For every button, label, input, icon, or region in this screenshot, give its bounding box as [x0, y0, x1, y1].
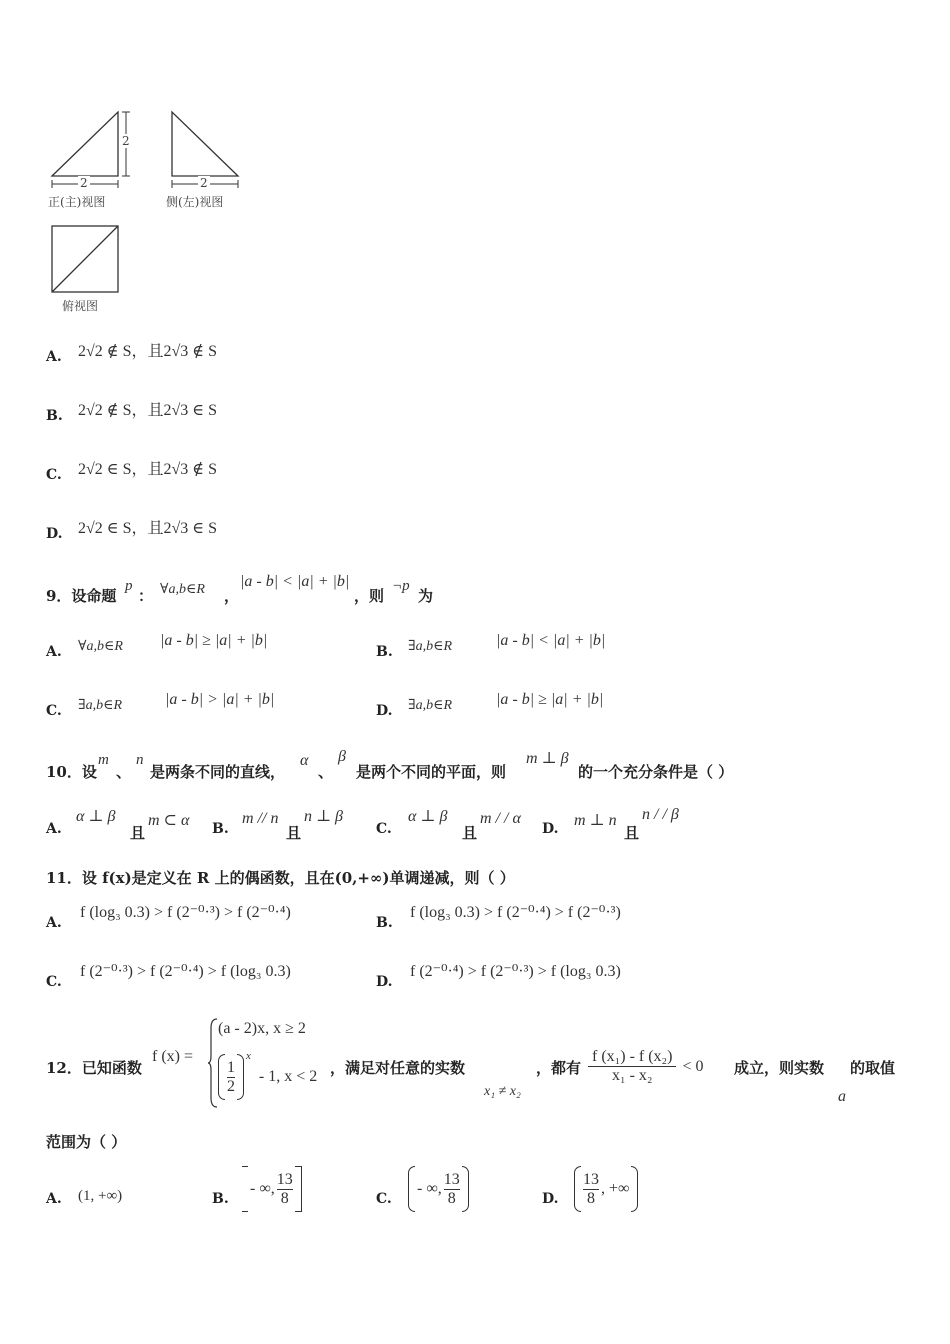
q9-colon: ： — [138, 587, 154, 605]
q10-option-a-first: α ⊥ β — [76, 808, 116, 825]
q9-p: p — [125, 578, 133, 594]
q12-stem-a: 12．已知函数 — [46, 1059, 142, 1077]
q9-option-c-quant: ∃a,b∈R — [78, 698, 123, 713]
q9-comma: ， — [224, 587, 240, 605]
q11-option-b-label[interactable]: B. — [376, 915, 393, 931]
q10-option-a-conj: 且 — [130, 824, 146, 842]
q10-option-b-label[interactable]: B. — [212, 821, 229, 837]
front-height-dim: 2 — [122, 134, 130, 148]
q10-beta: β — [338, 748, 346, 765]
q11-option-a-expr: f (log₃ 0.3) > f (2⁻⁰·³) > f (2⁻⁰·⁴) — [80, 904, 291, 921]
q11-option-d-expr: f (2⁻⁰·⁴) > f (2⁻⁰·³) > f (log₃ 0.3) — [410, 963, 621, 980]
q8-option-b-text: 2√2 ∉ S，且2√3 ∈ S — [78, 402, 218, 419]
q12-option-b-label[interactable]: B. — [212, 1191, 229, 1207]
q9-option-a-quant: ∀a,b∈R — [78, 639, 123, 654]
q12-piece-2-lparen — [218, 1054, 225, 1100]
q10-option-c-label[interactable]: C. — [376, 821, 392, 837]
q12-piece-1: (a - 2)x, x ≥ 2 — [218, 1020, 306, 1037]
q12-option-d-rparen — [631, 1166, 638, 1212]
q12-stem-b: ，满足对任意的实数 — [330, 1059, 466, 1077]
q10-option-d-second: n / / β — [642, 806, 679, 823]
q10-stem-b: 是两条不同的直线， — [150, 763, 286, 781]
q12-option-c-label[interactable]: C. — [376, 1191, 392, 1207]
q12-option-b-fraction — [277, 1171, 293, 1208]
q9-option-c-label[interactable]: C. — [46, 703, 62, 719]
q11-stem: 11．设 f(x)是定义在 R 上的偶函数，且在(0,+∞)单调递减，则（ ） — [46, 869, 515, 887]
q9-option-d-label[interactable]: D. — [376, 703, 393, 719]
q9-option-d-quant: ∃a,b∈R — [408, 698, 453, 713]
front-width-dim: 2 — [80, 176, 88, 190]
q12-option-d-label[interactable]: D. — [542, 1191, 559, 1207]
q12-stem-e: 的取值 — [850, 1059, 896, 1077]
q10-sep-2: 、 — [318, 763, 334, 781]
q12-piece-2-exp: x — [246, 1050, 251, 1062]
q12-condition-den: x₁ - x₂ — [611, 1067, 653, 1084]
q8-option-a-text: 2√2 ∉ S，且2√3 ∉ S — [78, 343, 218, 360]
q8-option-a-label[interactable]: A. — [46, 349, 62, 365]
q9-stem-a: 9．设命题 — [46, 587, 117, 605]
q8-option-c-text: 2√2 ∈ S，且2√3 ∉ S — [78, 461, 218, 478]
q12-option-b-rbracket — [295, 1166, 302, 1212]
q10-stem-a: 10．设 — [46, 763, 97, 781]
side-view-caption: 侧(左)视图 — [166, 195, 224, 209]
top-view-caption: 俯视图 — [62, 299, 99, 313]
q10-alpha: α — [300, 752, 309, 769]
q12-condition-lt0: < 0 — [682, 1057, 704, 1075]
q8-option-d-label[interactable]: D. — [46, 526, 63, 542]
q12-option-c-lparen — [408, 1166, 415, 1212]
q10-m: m — [98, 752, 109, 768]
q9-option-b-quant: ∃a,b∈R — [408, 639, 453, 654]
q10-option-d-first: m ⊥ n — [574, 812, 617, 829]
q8-option-b-label[interactable]: B. — [46, 408, 63, 424]
q10-stem-d: 的一个充分条件是（ ） — [578, 763, 734, 781]
q9-option-d-ineq: |a - b| ≥ |a| + |b| — [496, 691, 604, 708]
q12-option-b-value — [242, 1166, 302, 1212]
q11-option-c-label[interactable]: C. — [46, 974, 62, 990]
q12-option-a-value — [78, 1188, 122, 1205]
q10-option-b-first: m // n — [242, 810, 279, 827]
q12-option-c-rparen — [462, 1166, 469, 1212]
q12-option-d-den: 8 — [587, 1189, 595, 1207]
q10-cond: m ⊥ β — [526, 750, 569, 767]
q12-option-c-fraction — [444, 1171, 460, 1208]
side-width-dim: 2 — [200, 176, 208, 190]
q12-option-d-value — [574, 1166, 638, 1212]
q10-option-c-first: α ⊥ β — [408, 808, 448, 825]
q8-option-c-label[interactable]: C. — [46, 467, 62, 483]
q12-option-c-num: 13 — [443, 1170, 460, 1188]
q12-option-d-inner: , +∞ — [601, 1180, 630, 1197]
q12-option-b-den: 8 — [280, 1189, 289, 1207]
q12-x1x2: x₁ ≠ x₂ — [484, 1084, 521, 1099]
q10-option-d-conj: 且 — [624, 824, 640, 842]
q11-option-b-expr: f (log₃ 0.3) > f (2⁻⁰·⁴) > f (2⁻⁰·³) — [410, 904, 621, 921]
q9-end: 为 — [418, 587, 434, 605]
q12-piecewise-brace — [208, 1018, 218, 1108]
q12-piece-2 — [218, 1050, 318, 1100]
q12-piece-2-rparen — [237, 1054, 244, 1100]
q12-fx: f (x) = — [152, 1048, 194, 1065]
q10-option-c-second: m / / α — [480, 810, 521, 827]
q12-option-d-lparen — [574, 1166, 581, 1212]
q12-condition-fraction — [588, 1048, 676, 1085]
q9-option-b-label[interactable]: B. — [376, 644, 393, 660]
q12-option-a-label[interactable]: A. — [46, 1191, 62, 1207]
q12-condition-num: f (x₁) - f (x₂) — [588, 1048, 676, 1067]
q12-option-d-num: 13 — [583, 1170, 599, 1188]
q10-n: n — [136, 752, 144, 768]
q12-piece-2-rest: - 1, x < 2 — [258, 1068, 318, 1085]
q8-option-d-text: 2√2 ∈ S，且2√3 ∈ S — [78, 520, 218, 537]
q9-option-b-ineq: |a - b| < |a| + |b| — [496, 632, 606, 649]
q12-option-a-inner: 1, +∞ — [83, 1188, 118, 1204]
q12-option-c-value — [408, 1166, 469, 1212]
q12-piece-2-num: 1 — [227, 1058, 235, 1076]
q9-forall: ∀a,b∈R — [160, 582, 205, 597]
q10-option-b-second: n ⊥ β — [304, 808, 344, 825]
front-view-caption: 正(主)视图 — [48, 195, 106, 209]
q12-option-c-inner: - ∞, — [417, 1180, 442, 1197]
q9-option-a-label[interactable]: A. — [46, 644, 62, 660]
q12-piece-2-den: 2 — [227, 1077, 235, 1095]
top-view-drawing — [50, 224, 122, 296]
q9-then: ，则 — [354, 587, 385, 605]
q12-option-d-fraction — [583, 1171, 599, 1208]
q10-sep-1: 、 — [116, 763, 132, 781]
q12-option-a-left: ( — [78, 1188, 83, 1204]
q12-stem-c: ，都有 — [536, 1059, 582, 1077]
q10-option-a-second: m ⊂ α — [148, 812, 190, 829]
q12-condition — [588, 1048, 703, 1085]
q12-stem-d: 成立，则实数 — [734, 1059, 825, 1077]
q10-option-d-label[interactable]: D. — [542, 821, 559, 837]
q12-stem-f: 范围为（ ） — [46, 1133, 127, 1151]
q9-option-c-ineq: |a - b| > |a| + |b| — [165, 691, 275, 708]
q12-a: a — [838, 1088, 846, 1105]
q12-option-b-inner: - ∞, — [250, 1180, 275, 1197]
q9-ineq: |a - b| < |a| + |b| — [240, 573, 350, 590]
q10-option-c-conj: 且 — [462, 824, 478, 842]
q12-option-c-den: 8 — [447, 1189, 456, 1207]
q10-stem-c: 是两个不同的平面，则 — [356, 763, 507, 781]
q12-option-b-lparen — [242, 1166, 248, 1212]
q12-option-a-right: ) — [117, 1188, 123, 1204]
q11-option-a-label[interactable]: A. — [46, 915, 62, 931]
q11-option-d-label[interactable]: D. — [376, 974, 393, 990]
q9-notp: ¬p — [392, 578, 410, 594]
q11-option-c-expr: f (2⁻⁰·³) > f (2⁻⁰·⁴) > f (log₃ 0.3) — [80, 963, 291, 980]
q10-option-a-label[interactable]: A. — [46, 821, 62, 837]
q12-piece-2-fraction — [227, 1059, 235, 1096]
q10-option-b-conj: 且 — [286, 824, 302, 842]
q12-option-b-num: 13 — [276, 1170, 293, 1188]
q9-option-a-ineq: |a - b| ≥ |a| + |b| — [160, 632, 268, 649]
front-view-drawing — [48, 108, 138, 188]
